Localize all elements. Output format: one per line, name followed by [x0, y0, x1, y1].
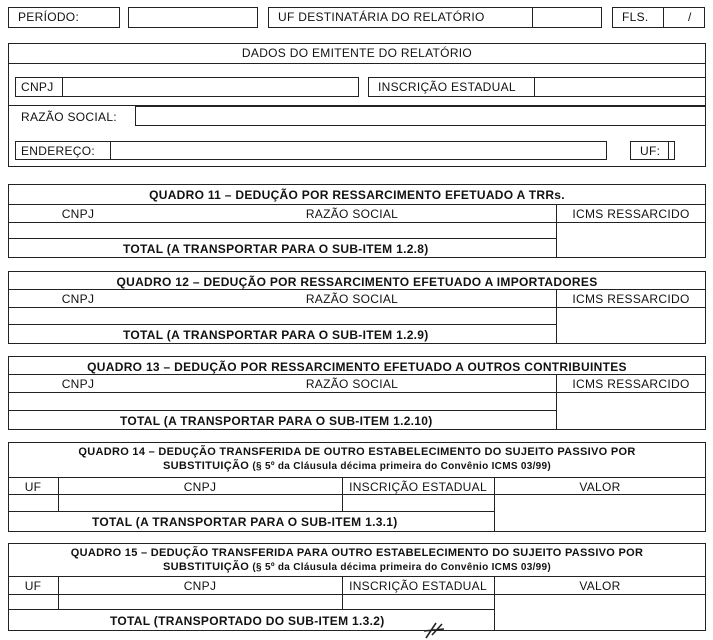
razao-social-label: RAZÃO SOCIAL: [21, 110, 117, 124]
emitente-title: DADOS DO EMITENTE DO RELATÓRIO [241, 46, 473, 60]
quadro-11-col-cnpj: CNPJ [61, 207, 95, 221]
fls-separator: / [688, 10, 692, 24]
quadro-14-title-note: (§ 5º da Cláusula décima primeira do Convênio ICMS 03/99) [252, 461, 552, 472]
quadro-15-col-valor: VALOR [579, 579, 621, 593]
inscricao-estadual-label: INSCRIÇÃO ESTADUAL [378, 80, 516, 94]
quadro-12-title: QUADRO 12 – DEDUÇÃO POR RESSARCIMENTO EFETUADO A IMPORTADORES [116, 275, 598, 289]
quadro-13-col-cnpj: CNPJ [61, 377, 95, 391]
quadro-12-col-icms: ICMS RESSARCIDO [572, 292, 690, 306]
quadro-15-title-line1: QUADRO 15 – DEDUÇÃO TRANSFERIDA PARA OUTRO ESTABELECIMENTO DO SUJEITO PASSIVO POR [70, 547, 644, 559]
quadro-14-col-ie: INSCRIÇÃO ESTADUAL [349, 480, 487, 494]
quadro-15-title-note: (§ 5º da Cláusula décima primeira do Convênio ICMS 03/99) [252, 562, 552, 573]
quadro-13-title: QUADRO 13 – DEDUÇÃO POR RESSARCIMENTO EFETUADO A OUTROS CONTRIBUINTES [87, 360, 627, 374]
quadro-11-total: TOTAL (A TRANSPORTAR PARA O SUB-ITEM 1.2.8) [123, 242, 429, 256]
handwritten-mark-icon [420, 620, 450, 640]
quadro-14-col-valor: VALOR [579, 480, 621, 494]
quadro-12-total: TOTAL (A TRANSPORTAR PARA O SUB-ITEM 1.2.9) [123, 328, 429, 342]
fls-label: FLS. [622, 10, 649, 24]
cnpj-field[interactable] [15, 77, 359, 97]
quadro-15-title-line2 [8, 561, 706, 573]
quadro-15-title-main: SUBSTITUIÇÃO [162, 561, 250, 573]
quadro-15-col-uf: UF [24, 579, 42, 593]
periodo-label: PERÍODO: [18, 10, 80, 24]
periodo-value-field[interactable] [128, 7, 258, 28]
quadro-15-total: TOTAL (TRANSPORTADO DO SUB-ITEM 1.3.2) [110, 614, 385, 628]
quadro-11-col-icms: ICMS RESSARCIDO [572, 207, 690, 221]
quadro-15-col-cnpj: CNPJ [183, 579, 217, 593]
quadro-14-total: TOTAL (A TRANSPORTAR PARA O SUB-ITEM 1.3.1) [92, 515, 398, 529]
quadro-12-col-cnpj: CNPJ [61, 292, 95, 306]
quadro-14-title-line2 [8, 460, 706, 472]
quadro-14-title-main: SUBSTITUIÇÃO [162, 460, 250, 472]
uf-emitente-label: UF: [640, 144, 661, 158]
quadro-13-col-razao: RAZÃO SOCIAL [305, 377, 399, 391]
quadro-13-col-icms: ICMS RESSARCIDO [572, 377, 690, 391]
razao-social-field[interactable] [135, 106, 706, 126]
uf-destinataria-label: UF DESTINATÁRIA DO RELATÓRIO [278, 10, 485, 24]
quadro-14-col-uf: UF [24, 480, 42, 494]
quadro-15-col-ie: INSCRIÇÃO ESTADUAL [349, 579, 487, 593]
quadro-14-title-line1: QUADRO 14 – DEDUÇÃO TRANSFERIDA DE OUTRO ESTABELECIMENTO DO SUJEITO PASSIVO POR [78, 446, 636, 458]
quadro-13-total: TOTAL (A TRANSPORTAR PARA O SUB-ITEM 1.2.10) [120, 414, 433, 428]
quadro-11-title: QUADRO 11 – DEDUÇÃO POR RESSARCIMENTO EFETUADO A TRRs. [149, 188, 565, 202]
endereco-label: ENDEREÇO: [21, 144, 96, 158]
quadro-14-col-cnpj: CNPJ [183, 480, 217, 494]
quadro-11-col-razao: RAZÃO SOCIAL [305, 207, 399, 221]
endereco-field[interactable] [15, 141, 607, 160]
quadro-12-col-razao: RAZÃO SOCIAL [305, 292, 399, 306]
cnpj-label: CNPJ [21, 80, 54, 94]
